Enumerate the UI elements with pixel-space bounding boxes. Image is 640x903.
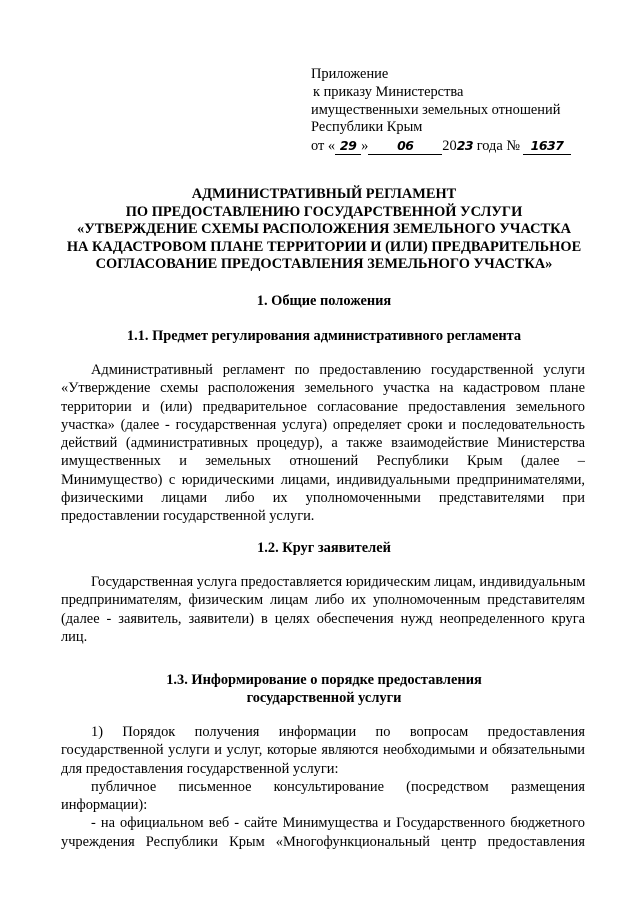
text-line: предоставлении государственной услуги.	[61, 508, 315, 525]
appendix-line: к приказу Министерства	[313, 83, 464, 100]
text-line: - на официальном веб - сайте Минимущества и Государственного бюджетного	[91, 815, 585, 832]
appendix-line: Республики Крым	[311, 119, 423, 136]
text-line: территории и (или) предварительное согласование предоставления земельного	[61, 398, 585, 415]
text-line: для предоставления государственной услуги:	[61, 760, 339, 777]
date-mid: »	[361, 138, 369, 155]
subsection-heading-1-3-cont: государственной услуги	[246, 690, 402, 706]
title-line: НА КАДАСТРОВОМ ПЛАНЕ ТЕРРИТОРИИ И (ИЛИ) ПРЕДВАРИТЕЛЬНОЕ	[66, 238, 582, 255]
text-line: информации):	[61, 797, 148, 814]
text-line: «Утверждение схемы расположения земельного участка на кадастровом плане	[61, 380, 585, 397]
date-day-handwritten: 29	[339, 138, 357, 154]
text-line: Государственная услуга предоставляется юридическим лицам, индивидуальным	[91, 574, 585, 590]
document-title	[60, 186, 588, 274]
year-after: года №	[473, 138, 521, 155]
title-line: «УТВЕРЖДЕНИЕ СХЕМЫ РАСПОЛОЖЕНИЯ ЗЕМЕЛЬНОГО УЧАСТКА	[77, 221, 571, 238]
appendix-date-line	[311, 137, 611, 156]
subsection-heading-1-2: 1.2. Круг заявителей	[257, 540, 391, 556]
text-line: Минимущество) с юридическими лицами, индивидуальными предпринимателями,	[61, 471, 585, 488]
text-line: публичное письменное консультирование (посредством размещения	[91, 778, 585, 795]
text-line: действий (административных процедур), а также взаимодействие Министерства	[61, 435, 585, 452]
text-line: участка» (далее - государственная услуга) определяет сроки и последовательность	[61, 416, 585, 433]
year-suffix-handwritten: 23	[456, 138, 474, 154]
text-line: физическими лицами либо их уполномоченными представителями при	[61, 490, 585, 507]
appendix-line: Приложение	[311, 66, 389, 82]
text-line: имущественных и земельных отношений Республики Крым (далее –	[61, 453, 585, 470]
paragraph-1-2	[61, 573, 585, 646]
subsection-heading-1-1: 1.1. Предмет регулирования административного регламента	[126, 328, 522, 344]
subsection-heading-1-3: 1.3. Информирование о порядке предоставления	[166, 672, 482, 688]
paragraph-1-1	[61, 361, 585, 526]
appendix-block	[311, 66, 611, 156]
text-line: 1) Порядок получения информации по вопросам предоставления	[91, 724, 585, 740]
text-line: лиц.	[61, 628, 88, 645]
order-number-handwritten: 1637	[530, 138, 564, 154]
date-month-handwritten: 06	[397, 138, 414, 154]
year-prefix: 20	[442, 138, 457, 155]
title-line: АДМИНИСТРАТИВНЫЙ РЕГЛАМЕНТ	[191, 186, 457, 202]
text-line: (далее - заявитель, заявители) в целях обеспечения нужд неопределенного круга	[61, 610, 585, 627]
title-line: ПО ПРЕДОСТАВЛЕНИЮ ГОСУДАРСТВЕННОЙ УСЛУГИ	[125, 203, 523, 220]
section-heading: 1. Общие положения	[256, 293, 392, 309]
appendix-line: имущественныхи земельных отношений	[311, 101, 561, 118]
title-line: СОГЛАСОВАНИЕ ПРЕДОСТАВЛЕНИЯ ЗЕМЕЛЬНОГО УЧАСТКА»	[95, 256, 553, 273]
text-line: предпринимателям, физическим лицам либо их уполномоченным представителям	[61, 592, 585, 609]
text-line: государственной услуги и услуг, которые являются необходимыми и обязательными	[61, 742, 585, 759]
text-line: учреждения Республики Крым «Многофункциональный центр предоставления	[61, 833, 585, 850]
date-prefix: от «	[311, 138, 336, 155]
text-line: Административный регламент по предоставлению государственной услуги	[91, 362, 585, 378]
paragraph-1-3	[61, 723, 585, 851]
